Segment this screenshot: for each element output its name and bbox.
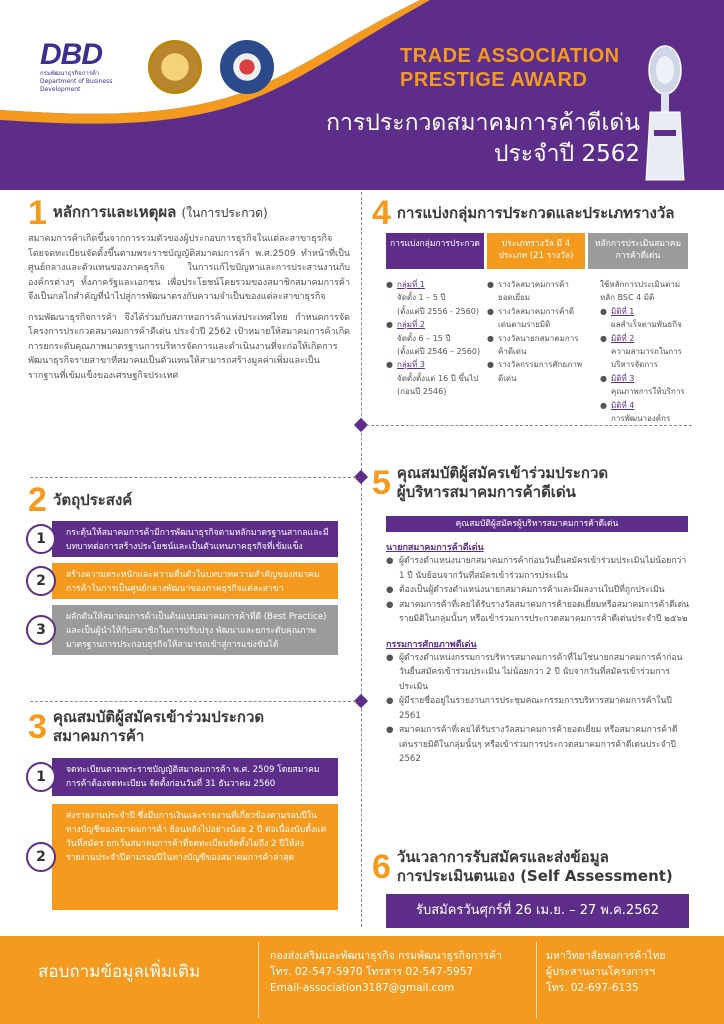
evaluation-text: การพัฒนาองค์กร [611,414,671,424]
section-number: 6 [372,848,391,886]
award-title-en-line2: PRESTIGE AWARD [400,69,588,91]
qualification-text: สมาคมการค้าที่เคยได้รับรางวัลสมาคมการค้ายอดเยี่ยมหรือสมาคมการค้าดีเด่นรายมิติในกลุ่มนั้นๆ หรือเข้าร่วมการประกวดสมาคมการค้าดีเด่นประจำปี ๒๕๖๒ [399,599,690,624]
contact-role: ผู้ประสานงานโครงการฯ [546,966,655,978]
section-title-line2: ผู้บริหารสมาคมการค้าดีเด่น [396,483,576,501]
footer-contact [0,936,724,1024]
evaluation-item: ● มิติที่ 2 ความสามารถในการบริหารจัดการ [600,333,682,370]
qualification-item: ● ผู้ดำรงตำแหน่งกรรมการบริหารสมาคมการค้าที่ไม่ใช่นายกสมาคมการค้าก่อนวันยื่นสมัครเข้าร่วมประเมิน ไม่น้อยกว่า 2 ปี นับจากวันที่สมัครเข้าร่วมการประเมิน [386,651,690,695]
section-divider [30,701,356,702]
award-title-th-line1: การประกวดสมาคมการค้าดีเด่น [326,110,640,136]
objective-number: 2 [26,566,56,596]
section-title-sub: (ในการประกวด) [181,206,268,220]
qualification-item: ● สมาคมการค้าที่เคยได้รับรางวัลสมาคมการค้ายอดเยี่ยม หรือสมาคมการค้าดีเด่นรายมิติในกลุ่มนั้นๆ หรือเข้าร่วมการประกวดสมาคมการค้าดีเด่นประจำปี 2562 [386,723,690,767]
group-label: กลุ่มที่ 1 [397,280,425,289]
section-title-line1: คุณสมบัติผู้สมัครเข้าร่วมประกวด [52,708,265,726]
evaluation-intro: ใช้หลักการประเมินตามหลัก BSC 4 มิติ [600,280,681,303]
table-column-award-types [487,278,583,385]
logo-group [40,40,274,94]
objective-text: กระตุ้นให้สมาคมการค้ามีการพัฒนาธุรกิจตามหลักมาตรฐานสากลและมีบทบาทต่อการสร้างประโยชน์และเป็นตัวแทนภาคธุรกิจที่เข้มแข็ง [52,521,338,557]
award-type-item: ● รางวัลนายกสมาคมการค้าดีเด่น [487,332,583,359]
qualification-number: 1 [26,762,56,792]
evaluation-item: ● มิติที่ 1 ผลสำเร็จตามพันธกิจ [600,306,682,330]
dbd-logo [40,40,130,94]
evaluation-text: ผลสำเร็จตามพันธกิจ [611,320,682,330]
section-number: 1 [28,194,47,232]
dbd-logo-sub-th: กรมพัฒนาธุรกิจการค้า [40,70,100,77]
section-title-main: หลักการและเหตุผล [52,203,177,221]
footer-inquiry-label: สอบถามข้อมูลเพิ่มเติม [38,962,201,982]
qualification-text: จดทะเบียนตามพระราชบัญญัติสมาคมการค้า พ.ศ. 2509 โดยสมาคมการค้าต้องจดทะเบียน จัดตั้งก่อนวันที่ 31 ธันวาคม 2560 [52,758,338,796]
executive-qualification-box-header: คุณสมบัติผู้สมัครผู้บริหารสมาคมการค้าดีเด่น [386,516,688,532]
qualification-text: สมาคมการค้าที่เคยได้รับรางวัลสมาคมการค้ายอดเยี่ยม หรือสมาคมการค้าดีเด่นรายมิติในกลุ่มนั้นๆ หรือเข้าร่วมการประกวดสมาคมการค้าดีเด่นประจำปี 2562 [399,725,678,764]
section-number: 4 [372,194,391,232]
footer-divider [536,942,537,1018]
rationale-paragraph-2: กรมพัฒนาธุรกิจการค้า จึงได้ร่วมกับสภาหอการค้าแห่งประเทศไทย กำหนดการจัดโครงการประกวดสมาคมการค้าดีเด่น ประจำปี 2562 เป้าหมายให้สมาคมการค้าเกิดการยกระดับคุณภาพมาตรฐานการบริหารจัดการและดำเนินงานที่จะก่อให้เกิดการพัฒนาธุรกิจรายสาขาที่สมาคมเป็นตัวแทนให้สามารถสร้างมูลค่าเพิ่มและเป็นรากฐานที่เข้มแข็งของเศรษฐกิจประเทศ [28,312,350,381]
section-title-line1: วันเวลาการรับสมัครและส่งข้อมูล [396,848,609,866]
award-title-th [300,108,640,170]
group-detail: จัดตั้ง 6 – 15 ปี [397,333,451,343]
association-qualification-item [38,758,338,796]
contact-org: มหาวิทยาลัยหอการค้าไทย [546,950,666,962]
table-column-evaluation [590,278,688,425]
contact-phone: โทร. 02-547-5970 โทรสาร 02-547-5957 [270,966,474,978]
divider-diamond [354,694,368,708]
dbd-logo-wordmark: DBD [40,38,102,71]
qualification-text: ต้องเป็นผู้ดำรงตำแหน่งนายกสมาคมการค้าและมีผลงานในปีที่ถูกประเมิน [399,585,665,595]
group-detail: (ก่อนปี 2546) [397,387,447,397]
section-award-types-header [372,196,674,230]
section-title: วัตถุประสงค์ [52,490,133,509]
section-objectives-header [28,483,132,517]
objective-number: 3 [26,615,56,645]
award-type-label: รางวัลนายกสมาคมการค้าดีเด่น [498,333,579,357]
qualification-text: ผู้ดำรงตำแหน่งกรรมการบริหารสมาคมการค้าที่ไม่ใช่นายกสมาคมการค้าก่อนวันยื่นสมัครเข้าร่วมประเมิน ไม่น้อยกว่า 2 ปี นับจากวันที่สมัครเข้าร่วมการประเมิน [399,652,683,692]
award-title-th-line2: ประจำปี 2562 [493,141,640,167]
section-title-line2: สมาคมการค้า [52,727,145,745]
group-detail: จัดตั้ง 1 – 5 ปี [397,293,446,303]
evaluation-item: ● มิติที่ 4 การพัฒนาองค์กร [600,400,671,424]
dbd-logo-sub-en: Department of Business Development [40,78,113,93]
award-type-item: ● รางวัลสมาคมการค้ายอดเยี่ยม [487,278,583,305]
evaluation-label: มิติที่ 3 [611,373,635,383]
group-detail: จัดตั้งตั้งแต่ 16 ปี ขึ้นไป [397,373,479,383]
objective-text: ผลักดันให้สมาคมการค้าเป็นต้นแบบสมาคมการค้าที่ดี (Best Practice) และเป็นผู้นำให้กับสมาชิกในการปรับปรุง พัฒนาและยกระดับคุณภาพมาตรฐานการประกอบธุรกิจให้สามารถเข้าสู่การแข่งขันได้ [52,605,338,655]
chamber-commerce-seal-icon [220,40,274,94]
group-item: ● กลุ่มที่ 1 จัดตั้ง 1 – 5 ปี (ตั้งแต่ปี 2556 - 2560) [386,280,480,316]
executive-qualification-list [386,540,690,767]
group-label: กลุ่มที่ 3 [397,360,425,370]
qualification-text: ส่งรายงานประจำปี ซึ่งมีบการเงินและรายงานที่เกี่ยวข้องตามรอบปีในทางบัญชีของสมาคมการค้า ย้อนหลังไปอย่างน้อย 2 ปี ต่อเนื่องนับตั้งแต่วันที่สมัคร ยกเว้นสมาคมการค้าที่จดทะเบียนจัดตั้งไม่ถึง 2 ปีให้ส่งรายงานประจำปีตามรอบปีในทางบัญชีของสมาคมการค้าล่าสุด [52,804,338,910]
divider-diamond [354,470,368,484]
evaluation-text: ความสามารถในการบริหารจัดการ [611,347,682,370]
section-executive-qualification-header [372,464,608,502]
section-title [53,708,264,746]
qualification-item: ● ผู้มีรายชื่ออยู่ในรายงานการประชุมคณะกรรมการบริหารสมาคมการค้าในปี 2561 [386,694,690,723]
evaluation-label: มิติที่ 2 [611,333,635,343]
section-number: 2 [28,481,47,519]
evaluation-text: คุณภาพการให้บริการ [611,387,685,397]
section-title [53,203,268,223]
subheading-committee: กรรมการศักยภาพดีเด่น [386,639,477,650]
section-title [397,464,608,502]
section-number: 5 [372,464,391,502]
section-registration-header [372,848,673,886]
evaluation-label: มิติที่ 1 [611,306,635,316]
objective-item [38,605,338,655]
group-detail: (ตั้งแต่ปี 2546 – 2560) [397,347,481,357]
objective-item [38,563,338,599]
group-item: ● กลุ่มที่ 2 จัดตั้ง 6 – 15 ปี (ตั้งแต่ปี 2546 – 2560) [386,320,481,357]
objective-number: 1 [26,524,56,554]
contact-phone: โทร. 02-697-6135 [546,982,639,994]
qualification-item: ● สมาคมการค้าที่เคยได้รับรางวัลสมาคมการค้ายอดเยี่ยมหรือสมาคมการค้าดีเด่นรายมิติในกลุ่มนั้นๆ หรือเข้าร่วมการประกวดสมาคมการค้าดีเด่นประจำปี ๒๕๖๒ [386,598,690,627]
footer-contact-university [546,948,666,996]
qualification-text: ผู้มีรายชื่ออยู่ในรายงานการประชุมคณะกรรมการบริหารสมาคมการค้าในปี 2561 [399,696,672,721]
section-title: การแบ่งกลุ่มการประกวดและประเภทรางวัล [396,203,675,222]
qualification-number: 2 [26,842,56,872]
section-association-qualification-header [28,708,264,746]
subheading-president: นายกสมาคมการค้าดีเด่น [386,543,484,553]
qualification-item: ● ผู้ดำรงตำแหน่งนายกสมาคมการค้าก่อนวันยื่นสมัครเข้าร่วมประเมินไม่น้อยกว่า 1 ปี นับย้อนจากวันที่สมัครเข้าร่วมการประเมิน [386,554,690,583]
header-banner [0,0,724,190]
award-type-label: รางวัลสมาคมการค้าดีเด่นตามรายมิติ [498,306,575,330]
registration-deadline-banner: รับสมัครวันศุกร์ที่ 26 เม.ย. – 27 พ.ค.2562 [386,894,689,928]
award-type-label: รางวัลสมาคมการค้ายอดเยี่ยม [498,280,569,303]
award-title-en [400,44,620,92]
table-header-award-types: ประเภทรางวัล มี 4 ประเภท (21 รางวัล) [487,233,585,269]
section-title-line2: การประเมินตนเอง (Self Assessment) [396,867,673,885]
trophy-icon [640,40,690,185]
table-header-groups: การแบ่งกลุ่มการประกวด [386,233,484,269]
table-column-groups [386,278,482,399]
group-detail: (ตั้งแต่ปี 2556 - 2560) [397,306,480,316]
evaluation-item: ● มิติที่ 3 คุณภาพการให้บริการ [600,373,685,397]
qualification-item: ● ต้องเป็นผู้ดำรงตำแหน่งนายกสมาคมการค้าและมีผลงานในปีที่ถูกประเมิน [386,583,690,598]
contact-email: Email-association3187@gmail.com [270,982,455,994]
group-item: ● กลุ่มที่ 3 จัดตั้งตั้งแต่ 16 ปี ขึ้นไป (ก่อนปี 2546) [386,360,479,397]
rationale-paragraph-1: สมาคมการค้าเกิดขึ้นจากการรวมตัวของผู้ประกอบการธุรกิจในแต่ละสาขาธุรกิจ โดยจดทะเบียนจัดตั้งขึ้นตามพระราชบัญญัติสมาคมการค้า พ.ศ.2509 ทำหน้าที่เป็นศูนย์กลางและตัวแทนของภาคธุรกิจ ในการแก้ไขปัญหาและการประสานงานกับองค์กรต่างๆ ทั้งภาครัฐและเอกชน เพื่อประโยชน์โดยรวมของสมาชิกสมาคมการค้า จึงเป็นกลไกสำคัญที่นำไปสู่การพัฒนาตรงกับความจำเป็นของแต่ละสาขาธุรกิจ [28,234,350,302]
contact-org: กองส่งเสริมและพัฒนาธุรกิจ กรมพัฒนาธุรกิจการค้า [270,950,502,962]
section-number: 3 [28,708,47,746]
section-title-line1: คุณสมบัติผู้สมัครเข้าร่วมประกวด [396,464,609,482]
table-header-evaluation: หลักการประเมินสมาคมการค้าดีเด่น [588,233,688,269]
qualification-text: ผู้ดำรงตำแหน่งนายกสมาคมการค้าก่อนวันยื่นสมัครเข้าร่วมประเมินไม่น้อยกว่า 1 ปี นับย้อนจากวันที่สมัครเข้าร่วมการประเมิน [399,556,687,581]
center-divider [361,192,362,927]
group-label: กลุ่มที่ 2 [397,320,425,330]
objective-item [38,521,338,557]
ministry-seal-icon [148,40,202,94]
section-title [397,848,673,886]
section-divider [30,477,356,478]
objective-text: สร้างความตระหนักและความตื่นตัวในบทบาทความสำคัญของสมาคมการค้าในการเป็นศูนย์กลางพัฒนาของภาคธุรกิจแต่ละสาขา [52,563,338,599]
award-type-item: ● รางวัลกรรมการศักยภาพดีเด่น [487,358,583,385]
award-type-item: ● รางวัลสมาคมการค้าดีเด่นตามรายมิติ [487,305,583,332]
footer-contact-dbd [270,948,502,996]
award-type-label: รางวัลกรรมการศักยภาพดีเด่น [498,360,583,383]
footer-divider [258,942,259,1018]
award-title-en-line1: TRADE ASSOCIATION [400,45,620,67]
evaluation-label: มิติที่ 4 [611,400,635,410]
association-qualification-item [38,804,338,910]
section-rationale [28,196,350,383]
